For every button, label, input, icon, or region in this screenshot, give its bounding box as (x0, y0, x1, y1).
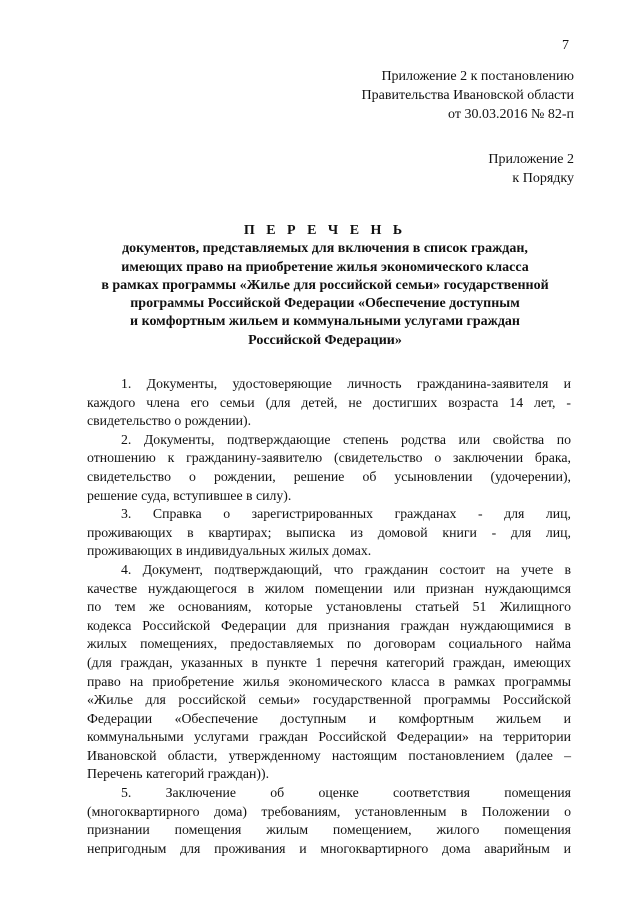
text-line: качестве нуждающегося в жилом помещении или признан нуждающимся (87, 580, 571, 596)
text-line: проживающих в индивидуальных жилых домах. (87, 543, 372, 559)
appendix-order (488, 150, 574, 188)
text-line: 3. Справка о зарегистрированных гражданах - для лиц, (121, 506, 571, 522)
text-line: 4. Документ, подтверждающий, что гражданин состоит на учете в (121, 561, 571, 577)
appendix-order-line: Приложение 2 (488, 152, 574, 167)
text-line: «Жилье для российской семьи» государственной программы Российской (87, 692, 571, 708)
text-line: Ивановской области, утвержденному настоящим постановлением (далее – (87, 747, 571, 763)
list-item-4 (87, 561, 571, 784)
appendix-header-line: Правительства Ивановской области (361, 88, 574, 103)
title-heading: П Е Р Е Ч Е Н Ь (243, 223, 407, 238)
text-line: 1. Документы, удостоверяющие личность гражданина-заявителя и (121, 376, 571, 391)
text-line: (для граждан, указанных в пункте 1 перечня категорий граждан, имеющих (87, 654, 571, 670)
appendix-header-line: от 30.03.2016 № 82-п (448, 107, 574, 122)
document-body (87, 375, 571, 858)
text-line: проживающих в квартирах; выписка из домовой книги - для лиц, (87, 524, 571, 540)
list-item-3 (87, 505, 571, 561)
text-line: 5. Заключение об оценке соответствия помещения (121, 785, 571, 801)
list-item-2 (87, 431, 571, 505)
text-line: отношению к гражданину-заявителю (свидетельство о заключении брака, (87, 450, 571, 466)
text-line: коммунальными услугами граждан Российской Федерации» на территории (87, 729, 571, 745)
text-line: кодекса Российской Федерации для признания граждан нуждающимися в (87, 617, 571, 633)
text-line: непригодным для проживания и многоквартирного дома аварийным и (87, 840, 571, 856)
text-line: свидетельство о рождении). (87, 413, 252, 429)
text-line: решение суда, вступившее в силу). (87, 487, 292, 503)
list-item-1 (87, 375, 571, 431)
list-item-5 (87, 784, 571, 858)
text-line: (многоквартирного дома) требованиям, установленным в Положении о (87, 803, 571, 819)
title-line: и комфортным жильем и коммунальными услугами граждан (130, 314, 520, 330)
text-line: Федерации «Обеспечение доступным и комфортным жильем и (87, 710, 571, 726)
title-line: имеющих право на приобретение жилья экономического класса (121, 259, 529, 275)
title-line: программы Российской Федерации «Обеспечение доступным (130, 296, 520, 312)
page-number: 7 (562, 38, 569, 53)
document-title (80, 222, 570, 350)
text-line: по тем же основаниям, которые установлены статьей 51 Жилищного (87, 599, 571, 615)
text-line: жилых помещениях, предоставляемых по договорам социального найма (87, 636, 571, 652)
text-line: свидетельство о рождении, решение об усыновлении (удочерении), (87, 468, 571, 484)
appendix-header-line: Приложение 2 к постановлению (381, 69, 574, 84)
title-line: Российской Федерации» (248, 332, 402, 348)
appendix-header (362, 67, 574, 124)
text-line: 2. Документы, подтверждающие степень родства или свойства по (121, 431, 571, 447)
text-line: каждого члена его семьи (для детей, не достигших возраста 14 лет, - (87, 394, 571, 410)
title-line: в рамках программы «Жилье для российской семьи» государственной (101, 277, 549, 293)
text-line: Перечень категорий граждан)). (87, 766, 270, 782)
text-line: признании помещения жилым помещением, жилого помещения (87, 822, 571, 838)
text-line: право на приобретение жилья экономического класса в рамках программы (87, 673, 571, 689)
title-line: документов, представляемых для включения в список граждан, (122, 241, 528, 257)
appendix-order-line: к Порядку (512, 171, 574, 186)
